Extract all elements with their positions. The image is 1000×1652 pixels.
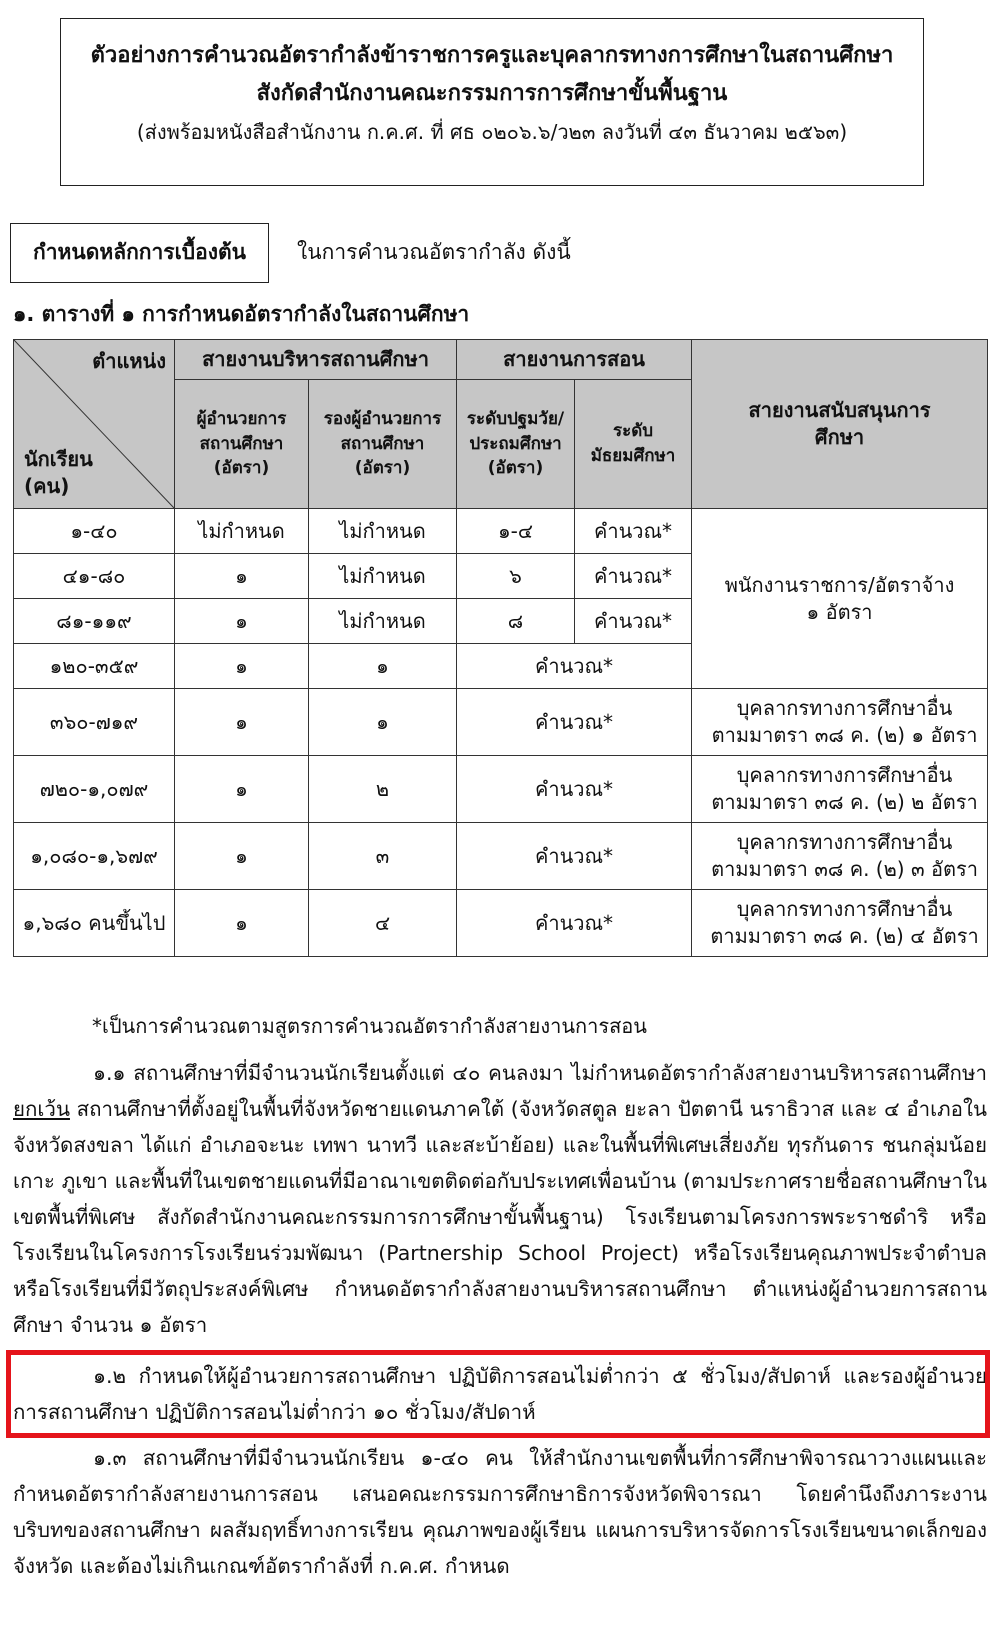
- para-1-1-exception: ยกเว้น: [13, 1097, 70, 1121]
- cell-support-merged: [692, 509, 988, 689]
- section-heading: ๑. ตารางที่ ๑ การกำหนดอัตรากำลังในสถานศึกษา: [13, 302, 470, 326]
- cell-students: ๑๒๐-๓๕๙: [14, 644, 175, 689]
- support-line-1: บุคลากรทางการศึกษาอื่น: [736, 763, 953, 787]
- support-line-1: บุคลากรทางการศึกษาอื่น: [736, 830, 953, 854]
- cell-primary: ๑-๔: [457, 509, 575, 554]
- paragraph-1-3: [13, 1440, 987, 1584]
- table-row: [14, 823, 988, 890]
- staffing-rate-table: [13, 339, 988, 957]
- document-title-box: [60, 18, 924, 186]
- cell-teaching: คำนวณ*: [457, 890, 692, 957]
- title-line-3: (ส่งพร้อมหนังสือสำนักงาน ก.ค.ศ. ที่ ศธ ๐๒๐๖.๖/ว๒๓ ลงวันที่ ๔๓ ธันวาคม ๒๕๖๓): [136, 120, 848, 144]
- cell-primary: ๘: [457, 599, 575, 644]
- support-line-1: บุคลากรทางการศึกษาอื่น: [736, 696, 953, 720]
- support-line-2: ตามมาตรา ๓๘ ค. (๒) ๔ อัตรา: [710, 924, 979, 948]
- cell-secondary: คำนวณ*: [575, 599, 692, 644]
- table-row: [14, 509, 988, 554]
- cell-students: ๑-๔๐: [14, 509, 175, 554]
- cell-director: ๑: [175, 689, 309, 756]
- cell-secondary: คำนวณ*: [575, 554, 692, 599]
- paragraph-1-1: [13, 1055, 987, 1343]
- cell-deputy: ๑: [309, 644, 457, 689]
- para-1-1-lead: ๑.๑ สถานศึกษาที่มีจำนวนนักเรียนตั้งแต่ ๔๐ คนลงมา ไม่กำหนดอัตรากำลังสายงานบริหารสถานศึกษา: [93, 1061, 987, 1085]
- cell-support: [692, 890, 988, 957]
- cell-students: ๑,๐๘๐-๑,๖๗๙: [14, 823, 175, 890]
- header-students-label: นักเรียน: [24, 447, 93, 471]
- header-admin-group: สายงานบริหารสถานศึกษา: [175, 340, 457, 380]
- cell-teaching: คำนวณ*: [457, 823, 692, 890]
- table-footnote: *เป็นการคำนวณตามสูตรการคำนวณอัตรากำลังสายงานการสอน: [92, 1014, 647, 1038]
- header-deputy: รองผู้อำนวยการสถานศึกษา (อัตรา): [309, 380, 457, 509]
- header-primary: ระดับปฐมวัย/ประถมศึกษา (อัตรา): [457, 380, 575, 509]
- cell-teaching: คำนวณ*: [457, 644, 692, 689]
- cell-support: [692, 689, 988, 756]
- cell-director: ไม่กำหนด: [175, 509, 309, 554]
- support-merged-line-2: ๑ อัตรา: [806, 599, 873, 624]
- table-row: [14, 689, 988, 756]
- para-1-2-text: ๑.๒ กำหนดให้ผู้อำนวยการสถานศึกษา ปฏิบัติการสอนไม่ต่ำกว่า ๕ ชั่วโมง/สัปดาห์ และรองผู้อำนวยการสถานศึกษา ปฏิบัติการสอนไม่ต่ำกว่า ๑๐ ชั่วโมง/สัปดาห์: [13, 1364, 987, 1424]
- header-director: ผู้อำนวยการสถานศึกษา (อัตรา): [175, 380, 309, 509]
- cell-secondary: คำนวณ*: [575, 509, 692, 554]
- header-students: [24, 446, 93, 500]
- cell-students: ๘๑-๑๑๙: [14, 599, 175, 644]
- title-line-2: สังกัดสำนักงานคณะกรรมการการศึกษาขั้นพื้นฐาน: [256, 81, 728, 106]
- cell-deputy: ไม่กำหนด: [309, 599, 457, 644]
- cell-primary: ๖: [457, 554, 575, 599]
- support-line-2: ตามมาตรา ๓๘ ค. (๒) ๓ อัตรา: [711, 857, 978, 881]
- support-line-1: บุคลากรทางการศึกษาอื่น: [736, 897, 953, 921]
- cell-deputy: ๒: [309, 756, 457, 823]
- cell-director: ๑: [175, 644, 309, 689]
- cell-teaching: คำนวณ*: [457, 689, 692, 756]
- cell-deputy: ไม่กำหนด: [309, 554, 457, 599]
- header-position: ตำแหน่ง: [92, 349, 166, 373]
- header-teaching-group: สายงานการสอน: [457, 340, 692, 380]
- header-secondary: ระดับมัธยมศึกษา: [575, 380, 692, 509]
- support-merged-line-1: พนักงานราชการ/อัตราจ้าง: [724, 572, 955, 597]
- cell-teaching: คำนวณ*: [457, 756, 692, 823]
- principle-text: ในการคำนวณอัตรากำลัง ดังนี้: [297, 240, 571, 264]
- cell-director: ๑: [175, 756, 309, 823]
- highlight-box: [6, 1350, 990, 1438]
- cell-students: ๑,๖๘๐ คนขึ้นไป: [14, 890, 175, 957]
- title-line-1: ตัวอย่างการคำนวณอัตรากำลังข้าราชการครูและบุคลากรทางการศึกษาในสถานศึกษา: [90, 43, 894, 68]
- cell-director: ๑: [175, 823, 309, 890]
- cell-deputy: ไม่กำหนด: [309, 509, 457, 554]
- cell-director: ๑: [175, 890, 309, 957]
- table-row: [14, 756, 988, 823]
- header-students-unit: (คน): [24, 474, 70, 498]
- para-1-3-text: ๑.๓ สถานศึกษาที่มีจำนวนนักเรียน ๑-๔๐ คน ให้สำนักงานเขตพื้นที่การศึกษาพิจารณาวางแผนและกำหนดอัตรากำลังสายงานการสอน เสนอคณะกรรมการศึกษาธิการจังหวัดพิจารณา โดยคำนึงถึงภาระงาน บริบทของสถานศึกษา ผลสัมฤทธิ์ทางการเรียน คุณภาพของผู้เรียน แผนการบริหารจัดการโรงเรียนขนาดเล็กของจังหวัด และต้องไม่เกินเกณฑ์อัตรากำลังที่ ก.ค.ศ. กำหนด: [13, 1446, 987, 1578]
- cell-deputy: ๓: [309, 823, 457, 890]
- header-diagonal-cell: [14, 340, 175, 509]
- cell-deputy: ๔: [309, 890, 457, 957]
- para-1-1-body: สถานศึกษาที่ตั้งอยู่ในพื้นที่จังหวัดชายแดนภาคใต้ (จังหวัดสตูล ยะลา ปัตตานี นราธิวาส และ ๔ อำเภอในจังหวัดสงขลา ได้แก่ อำเภอจะนะ เทพา นาทวี และสะบ้าย้อย) และในพื้นที่พิเศษเสี่ยงภัย ทุรกันดาร ชนกลุ่มน้อย เกาะ ภูเขา และพื้นที่ในเขตชายแดนที่มีอาณาเขตติดต่อกับประเทศเพื่อนบ้าน (ตามประกาศรายชื่อสถานศึกษาในเขตพื้นที่พิเศษ สังกัดสำนักงานคณะกรรมการการศึกษาขั้นพื้นฐาน) โรงเรียนตามโครงการพระราชดำริ หรือโรงเรียนในโครงการโรงเรียนร่วมพัฒนา (Partnership School Project) หรือโรงเรียนคุณภาพประจำตำบล หรือโรงเรียนที่มีวัตถุประสงค์พิเศษ กำหนดอัตรากำลังสายงานบริหารสถานศึกษา ตำแหน่งผู้อำนวยการสถานศึกษา จำนวน ๑ อัตรา: [13, 1097, 987, 1337]
- header-support-group: สายงานสนับสนุนการศึกษา: [692, 340, 988, 509]
- cell-students: ๓๖๐-๗๑๙: [14, 689, 175, 756]
- support-line-2: ตามมาตรา ๓๘ ค. (๒) ๑ อัตรา: [711, 723, 978, 747]
- cell-director: ๑: [175, 554, 309, 599]
- cell-students: ๗๒๐-๑,๐๗๙: [14, 756, 175, 823]
- cell-support: [692, 823, 988, 890]
- cell-deputy: ๑: [309, 689, 457, 756]
- cell-students: ๔๑-๘๐: [14, 554, 175, 599]
- principle-label-box: กำหนดหลักการเบื้องต้น: [10, 223, 269, 283]
- cell-director: ๑: [175, 599, 309, 644]
- support-line-2: ตามมาตรา ๓๘ ค. (๒) ๒ อัตรา: [711, 790, 978, 814]
- table-row: [14, 890, 988, 957]
- cell-support: [692, 756, 988, 823]
